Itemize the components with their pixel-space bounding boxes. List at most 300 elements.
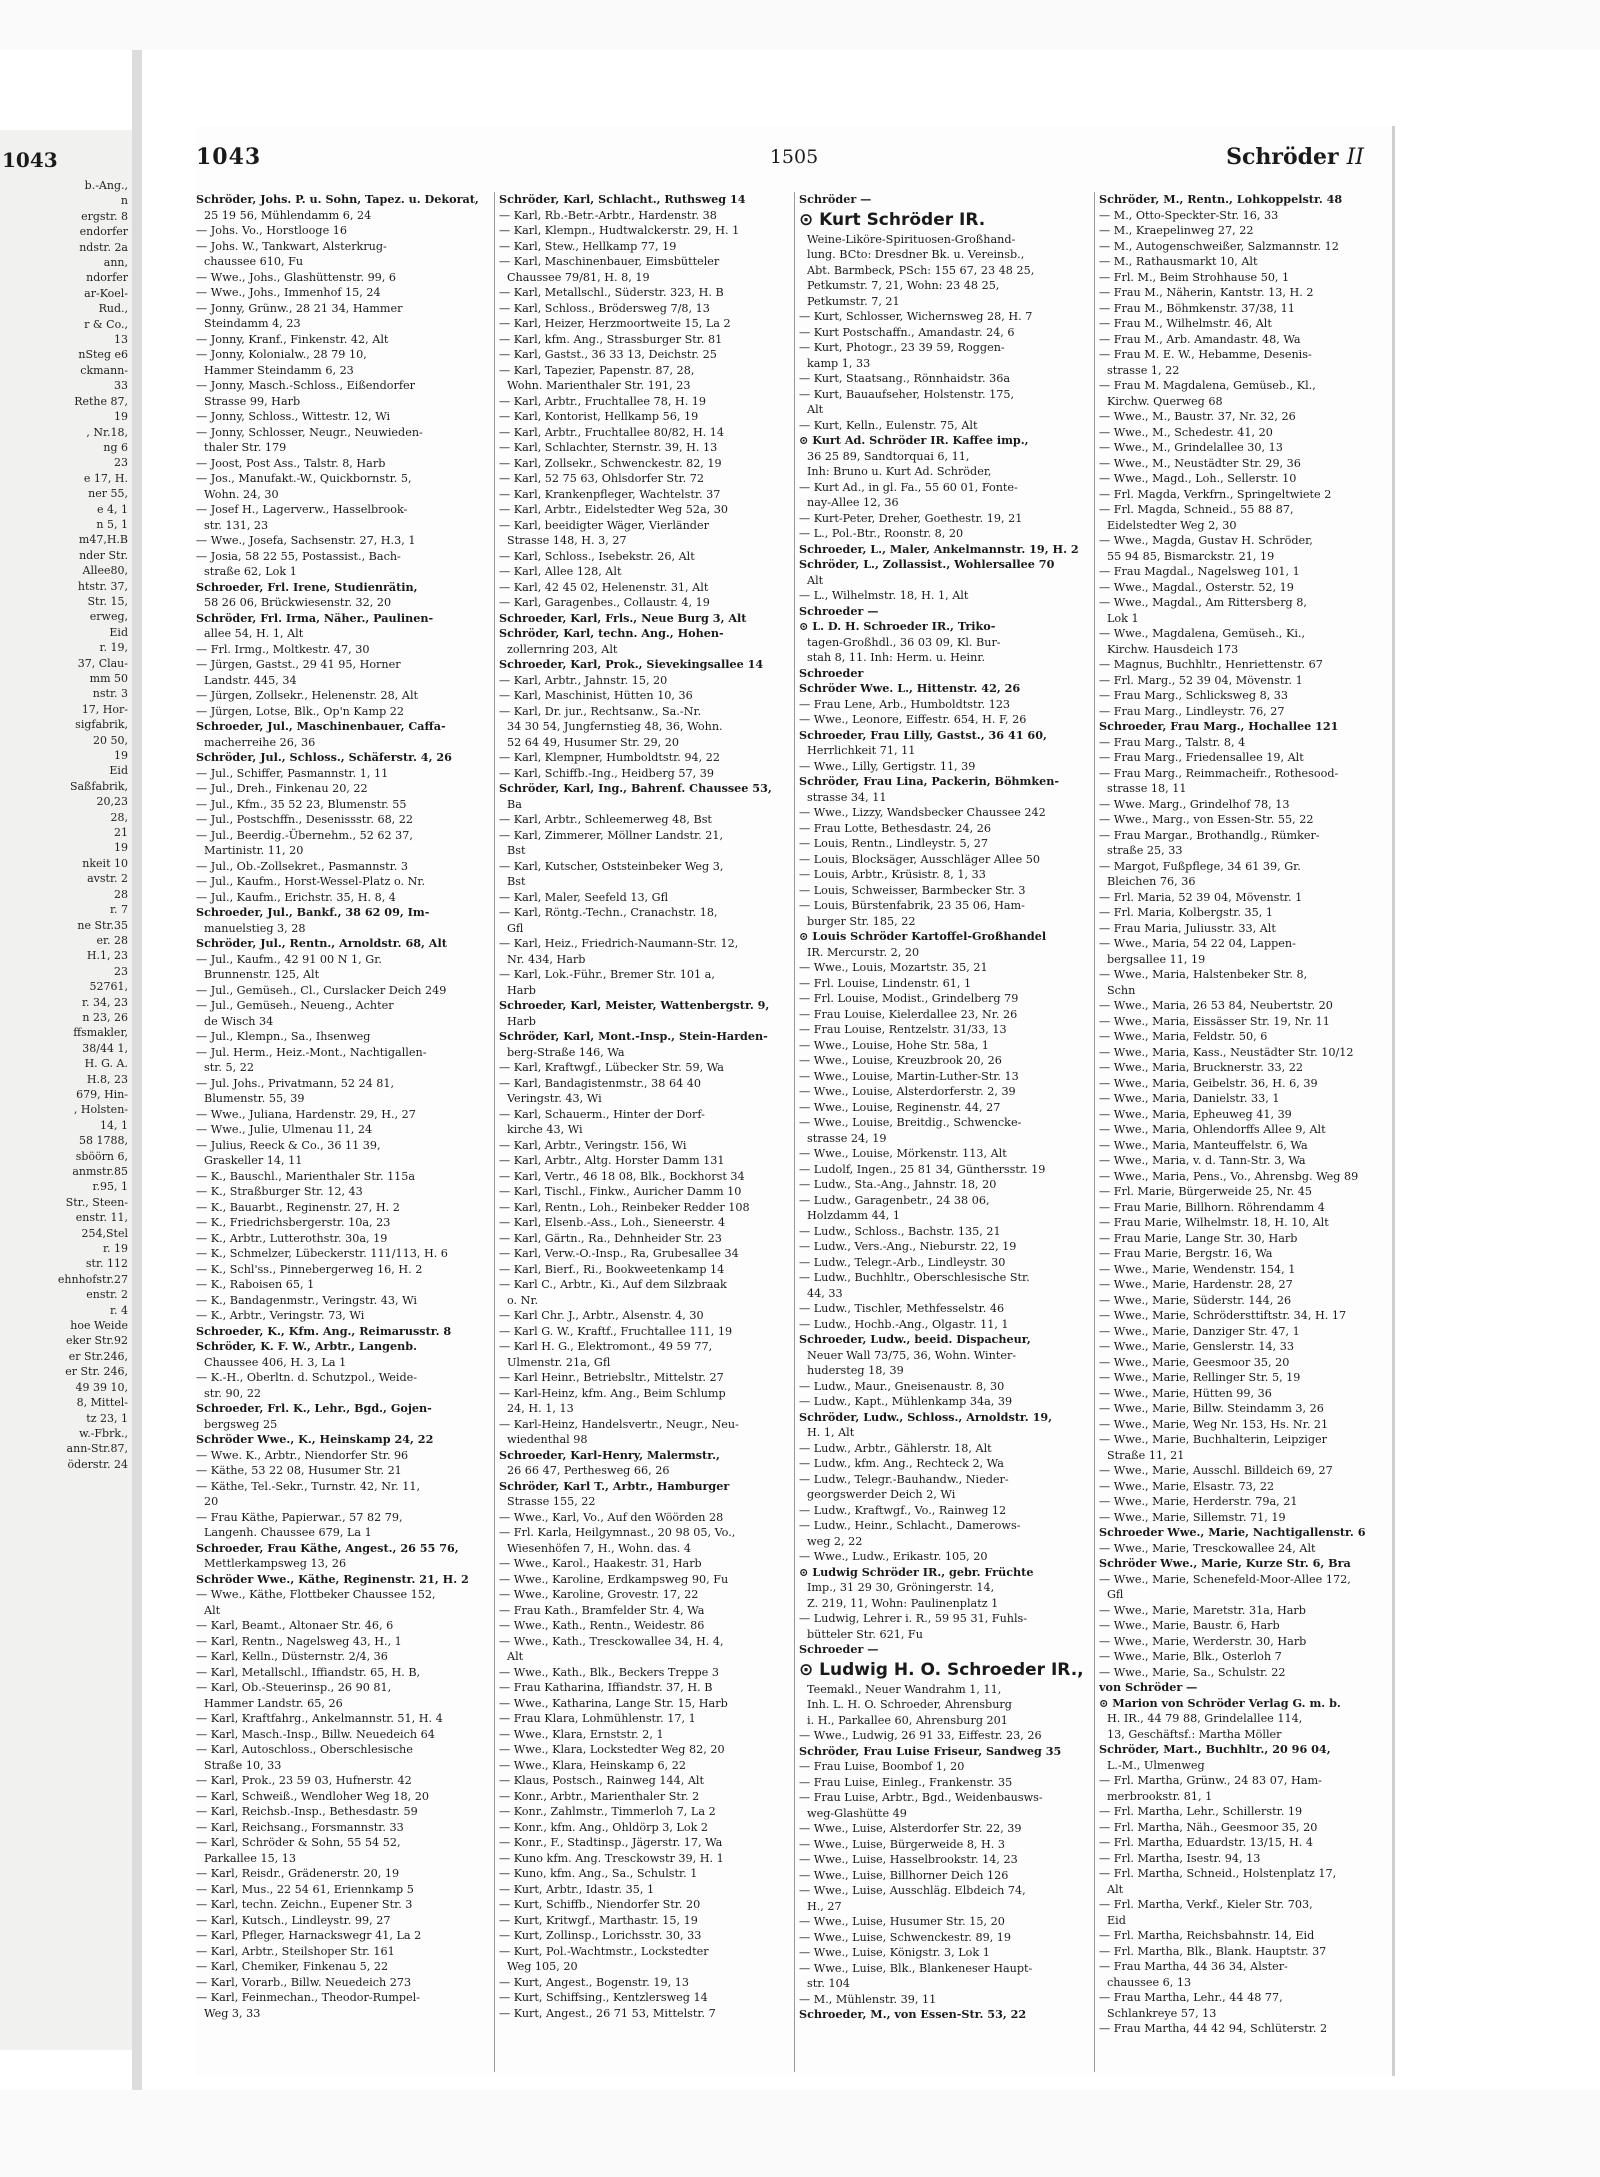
directory-entry: — Frau Martha, Lehr., 44 48 77, (1099, 1991, 1283, 2004)
directory-entry: 44, 33 (807, 1286, 843, 1300)
directory-entry: — Wwe., Marie, Schenefeld-Moor-Allee 172, (1099, 1572, 1351, 1586)
directory-columns (196, 192, 1392, 2072)
directory-entry: — Jul., Kfm., 35 52 23, Blumenstr. 55 (196, 797, 407, 811)
directory-entry: Schröder, M., Rentn., Lohkoppelstr. 48 (1099, 192, 1343, 206)
directory-entry: Schroeder, Jul., Bankf., 38 62 09, Im- (196, 905, 430, 919)
directory-entry: — Wwe., Marie, Sillemstr. 71, 19 (1099, 1510, 1286, 1524)
directory-entry: Inh: Bruno u. Kurt Ad. Schröder, (807, 465, 992, 478)
directory-entry: ⊙ Kurt Ad. Schröder IR. Kaffee imp., (799, 433, 1029, 447)
directory-entry: — Karl H. G., Elektromont., 49 59 77, (499, 1340, 713, 1353)
directory-entry: — Frl. Martha, Isestr. 94, 13 (1099, 1851, 1261, 1865)
directory-entry: ⊙ Marion von Schröder Verlag G. m. b. (1099, 1695, 1341, 1710)
directory-entry: — Karl, Klempn., Hudtwalckerstr. 29, H. 1 (499, 224, 740, 237)
previous-page-line: r. 19 (102, 1242, 128, 1256)
previous-page-line: 38/44 1, (82, 1041, 128, 1055)
directory-entry: — Frl. Martha, Grünw., 24 83 07, Ham- (1099, 1774, 1322, 1787)
previous-page-line: 21 (114, 826, 128, 840)
directory-entry: — Wwe., Marie, Elsastr. 73, 22 (1099, 1479, 1275, 1493)
directory-entry: — Karl, Schloss., Isebekstr. 26, Alt (499, 549, 695, 563)
directory-entry: — Wwe., Marie, Werderstr. 30, Harb (1099, 1634, 1307, 1648)
directory-entry: — Karl, Kraftfahrg., Ankelmannstr. 51, H. 4 (196, 1712, 443, 1725)
directory-entry: — Ludw., Tischler, Methfesselstr. 46 (799, 1302, 1005, 1315)
previous-page-line: 679, Hin- (76, 1087, 128, 1101)
directory-entry: bergsallee 11, 19 (1107, 952, 1206, 966)
directory-entry: — Wwe., Marie, Buchhalterin, Leipziger (1099, 1433, 1327, 1446)
previous-page-line: , Holsten- (73, 1103, 128, 1117)
directory-entry: Schroeder, Frau Lilly, Gastst., 36 41 60, (799, 727, 1047, 742)
directory-entry: — Wwe., Marie, Tresckowallee 24, Alt (1099, 1541, 1316, 1555)
directory-entry: Schroeder, Karl-Henry, Malermstr., (499, 1447, 720, 1462)
directory-entry: — Frau Marg., Schlicksweg 8, 33 (1099, 689, 1289, 702)
directory-entry: — Johs. Vo., Horstlooge 16 (196, 224, 347, 237)
directory-entry: — Frl. Martha, Reichsbahnstr. 14, Eid (1099, 1929, 1315, 1942)
directory-entry: Schn (1107, 983, 1136, 997)
previous-page-line: 17, Hor- (81, 702, 128, 716)
directory-entry: Schröder, K. F. W., Arbtr., Langenb. (196, 1339, 417, 1353)
directory-entry: — Kurt, Angest., Bogenstr. 19, 13 (499, 1975, 689, 1989)
directory-entry: — Kuno kfm. Ang. Tresckowstr 39, H. 1 (499, 1851, 724, 1865)
directory-entry: — Jonny, Kranf., Finkenstr. 42, Alt (196, 332, 389, 346)
directory-entry: — Frl. Maria, 52 39 04, Mövenstr. 1 (1099, 890, 1303, 904)
directory-entry: Chaussee 406, H. 3, La 1 (204, 1355, 347, 1369)
directory-entry: — Josia, 58 22 55, Postassist., Bach- (196, 549, 401, 563)
directory-entry: — Frl. Martha, Eduardstr. 13/15, H. 4 (1099, 1836, 1314, 1849)
directory-entry: str. 5, 22 (204, 1061, 254, 1074)
directory-entry: bergsweg 25 (204, 1417, 278, 1431)
directory-entry: Schlankreye 57, 13 (1107, 2006, 1217, 2020)
directory-entry: — Frl. Magda, Schneid., 55 88 87, (1099, 503, 1294, 516)
directory-entry: — Klaus, Postsch., Rainweg 144, Alt (499, 1774, 705, 1787)
directory-entry: Bst (507, 875, 526, 888)
directory-entry: — Karl, Masch.-Insp., Billw. Neuedeich 64 (196, 1727, 435, 1741)
directory-entry: — Wwe., Johs., Immenhof 15, 24 (196, 286, 381, 299)
directory-entry: ⊙ Ludwig Schröder IR., gebr. Früchte (799, 1564, 1034, 1579)
previous-page-line: str. 112 (85, 1257, 128, 1271)
directory-entry: — Wwe., Marie, Hütten 99, 36 (1099, 1386, 1272, 1400)
directory-entry: — Wwe., Marie, Genslerstr. 14, 33 (1099, 1340, 1294, 1353)
directory-entry: — Frau Käthe, Papierwar., 57 82 79, (196, 1510, 403, 1524)
directory-entry: — Karl, Feinmechan., Theodor-Rumpel- (196, 1991, 421, 2004)
section-code: 1043 (196, 144, 262, 170)
directory-entry: — Karl, Arbtr., Eidelstedter Weg 52a, 30 (499, 503, 729, 516)
directory-entry: Schröder, Frau Lina, Packerin, Böhmken- (799, 774, 1060, 788)
directory-entry: — Wwe., Magdalena, Gemüseh., Ki., (1099, 627, 1306, 640)
previous-page-line: anmstr.85 (72, 1165, 128, 1178)
directory-entry: Straße 10, 33 (204, 1758, 282, 1772)
directory-entry: Lok 1 (1107, 611, 1139, 625)
directory-entry: — Wwe., Marie, Baustr. 6, Harb (1099, 1619, 1280, 1632)
directory-entry: L.-M., Ulmenweg (1107, 1758, 1205, 1772)
directory-entry: Martinistr. 11, 20 (204, 844, 304, 857)
directory-entry: — Wwe., Maria, 26 53 84, Neubertstr. 20 (1099, 999, 1333, 1012)
directory-entry: o. Nr. (507, 1293, 539, 1307)
directory-entry: — Wwe., Maria, Kass., Neustädter Str. 10/12 (1099, 1045, 1354, 1059)
previous-page-line: 20,23 (96, 795, 128, 809)
directory-entry: — M., Mühlenstr. 39, 11 (799, 1992, 937, 2006)
directory-entry: — Karl, beeidigter Wäger, Vierländer (499, 518, 709, 532)
directory-entry: — Karl, Gärtn., Ra., Dehnheider Str. 23 (499, 1231, 722, 1245)
previous-page-line: 254,Stel (81, 1226, 128, 1240)
directory-entry: 55 94 85, Bismarckstr. 21, 19 (1107, 549, 1275, 563)
previous-page-line: H.1, 23 (86, 949, 128, 963)
directory-entry: — Wwe., Magdal., Am Rittersberg 8, (1099, 596, 1307, 609)
directory-entry: Eid (1107, 1913, 1126, 1927)
directory-entry: Inh. L. H. O. Schroeder, Ahrensburg (807, 1698, 1012, 1711)
directory-entry: — Frau Maria, Juliusstr. 33, Alt (1099, 921, 1276, 935)
directory-entry: — Karl, Schloss., Brödersweg 7/8, 13 (499, 301, 710, 315)
directory-entry: — Wwe., Louise, Alsterdorferstr. 2, 39 (799, 1085, 1016, 1098)
directory-entry: strasse 24, 19 (807, 1131, 887, 1145)
directory-entry: allee 54, H. 1, Alt (204, 627, 304, 640)
directory-entry: stah 8, 11. Inh: Herm. u. Heinr. (807, 651, 985, 664)
previous-page-line: n 23, 26 (82, 1010, 128, 1024)
directory-entry: Wohn. Marienthaler Str. 191, 23 (507, 379, 691, 392)
previous-page-line: 28 (114, 887, 128, 901)
directory-entry: ⊙ Ludwig H. O. Schroeder IR., (799, 1659, 1084, 1680)
directory-entry: — Konr., F., Stadtinsp., Jägerstr. 17, Wa (499, 1836, 723, 1849)
previous-page-line: ndstr. 2a (79, 240, 128, 254)
previous-page-line: n 5, 1 (96, 517, 128, 531)
directory-entry: — Wwe., M., Neustädter Str. 29, 36 (1099, 456, 1301, 470)
directory-entry: georgswerder Deich 2, Wi (807, 1488, 956, 1501)
directory-entry: Hammer Landstr. 65, 26 (204, 1696, 343, 1710)
directory-entry: — Kurt, Pol.-Wachtmstr., Lockstedter (499, 1944, 709, 1958)
directory-entry: str. 90, 22 (204, 1386, 262, 1400)
directory-entry: Alt (1107, 1882, 1124, 1896)
directory-entry: Wiesenhöfen 7, H., Wohn. das. 4 (507, 1541, 691, 1555)
directory-entry: — Karl, Reichsb.-Insp., Bethesdastr. 59 (196, 1805, 418, 1818)
directory-entry: 34 30 54, Jungfernstieg 48, 36, Wohn. (507, 720, 723, 733)
directory-entry: — Karl, Vertr., 46 18 08, Blk., Bockhorst 34 (499, 1169, 745, 1183)
running-head-name: Schröder (1226, 144, 1339, 170)
directory-entry: weg 2, 22 (807, 1534, 863, 1548)
directory-entry: strasse 18, 11 (1107, 782, 1187, 795)
directory-entry: — Ludwig, Lehrer i. R., 59 95 31, Fuhls- (799, 1612, 1028, 1625)
directory-entry: 13, Geschäftsf.: Martha Möller (1107, 1727, 1282, 1741)
previous-page-line: avstr. 2 (87, 872, 128, 886)
previous-page-line: sigfabrik, (75, 718, 128, 732)
directory-entry: Kirchw. Querweg 68 (1107, 394, 1223, 408)
directory-entry: — Karl, Reichsang., Forsmannstr. 33 (196, 1820, 404, 1834)
directory-entry: — Wwe., Luise, Blk., Blankeneser Haupt- (799, 1961, 1033, 1975)
directory-entry: — M., Rathausmarkt 10, Alt (1099, 255, 1258, 268)
directory-entry: Schroeder — (799, 1642, 879, 1656)
directory-entry: — Ludw., Arbtr., Gählerstr. 18, Alt (799, 1441, 992, 1455)
directory-entry: — M., Autogenschweißer, Salzmannstr. 12 (1099, 239, 1339, 253)
directory-entry: — Kurt, Schiffb., Niendorfer Str. 20 (499, 1898, 701, 1911)
directory-entry: Schroeder, M., von Essen-Str. 53, 22 (799, 2007, 1027, 2021)
directory-entry: — Ludw., Maur., Gneisenaustr. 8, 30 (799, 1379, 1005, 1393)
directory-entry: Bleichen 76, 36 (1107, 875, 1196, 888)
directory-entry: — Wwe., Marg., von Essen-Str. 55, 22 (1099, 813, 1314, 826)
directory-entry: Schröder, Karl, Mont.-Insp., Stein-Harden- (499, 1029, 768, 1043)
directory-entry: — Karl, kfm. Ang., Strassburger Str. 81 (499, 332, 723, 346)
directory-entry: — Frau M., Näherin, Kantstr. 13, H. 2 (1099, 286, 1314, 299)
previous-page-line: r. 19, (99, 641, 128, 655)
directory-entry: — Josef H., Lagerverw., Hasselbrook- (196, 503, 408, 516)
directory-entry: Schroeder, Frl. Irene, Studienrätin, (196, 579, 418, 594)
directory-entry: — Kurt Postschaffn., Amandastr. 24, 6 (799, 325, 1015, 339)
directory-entry: str. 104 (807, 1977, 850, 1990)
directory-entry: — Ludw., kfm. Ang., Rechteck 2, Wa (799, 1457, 1004, 1470)
directory-entry: — Wwe., Marie, Hardenstr. 28, 27 (1099, 1278, 1293, 1291)
directory-entry: — Frau Klara, Lohmühlenstr. 17, 1 (499, 1712, 696, 1725)
directory-entry: — Ludw., Vers.-Ang., Nieburstr. 22, 19 (799, 1240, 1017, 1253)
directory-entry: — Karl, Heizer, Herzmoortweite 15, La 2 (499, 317, 731, 330)
directory-entry: Z. 219, 11, Wohn: Paulinenplatz 1 (807, 1596, 999, 1610)
directory-entry: — Ludw., Kraftwgf., Vo., Rainweg 12 (799, 1503, 1007, 1517)
previous-page-line: ndorfer (86, 271, 128, 285)
directory-entry: — Wwe. Marg., Grindelhof 78, 13 (1099, 797, 1290, 811)
directory-entry: — Kurt, Bauaufseher, Holstenstr. 175, (799, 387, 1015, 401)
directory-entry: — Wwe., Maria, Feldstr. 50, 6 (1099, 1030, 1268, 1043)
directory-entry: — Kurt, Schiffsing., Kentzlersweg 14 (499, 1991, 708, 2004)
directory-entry: — Frau Luise, Einleg., Frankenstr. 35 (799, 1775, 1013, 1789)
directory-entry: — Wwe., Marie, Weg Nr. 153, Hs. Nr. 21 (1099, 1417, 1329, 1431)
directory-entry: — Frau Luise, Arbtr., Bgd., Weidenbausws- (799, 1791, 1043, 1804)
directory-entry: — Jul., Ob.-Zollsekret., Pasmannstr. 3 (196, 859, 408, 873)
directory-entry: — Wwe., Marie, Geesmoor 35, 20 (1099, 1355, 1290, 1369)
directory-entry: — Karl, Tischl., Finkw., Auricher Damm 10 (499, 1185, 742, 1198)
directory-entry: Schröder, Frau Luise Friseur, Sandweg 35 (799, 1743, 1062, 1758)
directory-entry: — Ludw., Schloss., Bachstr. 135, 21 (799, 1224, 1001, 1238)
previous-page-line: 14, 1 (100, 1118, 128, 1132)
directory-entry: — Wwe., Maria, Danielstr. 33, 1 (1099, 1092, 1280, 1105)
directory-entry: chaussee 6, 13 (1107, 1975, 1192, 1989)
previous-page-line: , Nr.18, (86, 425, 128, 439)
directory-entry: 58 26 06, Brückwiesenstr. 32, 20 (204, 596, 392, 609)
directory-entry: — Wwe., Lilly, Gertigstr. 11, 39 (799, 759, 976, 773)
directory-entry: — Karl, Ob.-Steuerinsp., 26 90 81, (196, 1681, 392, 1694)
directory-entry: — Frau M., Böhmkenstr. 37/38, 11 (1099, 301, 1295, 315)
directory-entry: — Magnus, Buchhltr., Henriettenstr. 67 (1099, 658, 1323, 671)
directory-entry: — Wwe., Magd., Loh., Sellerstr. 10 (1099, 472, 1297, 485)
directory-entry: — Wwe., Luise, Husumer Str. 15, 20 (799, 1915, 1005, 1928)
directory-entry: H. 1, Alt (807, 1426, 855, 1439)
previous-page-line: n (120, 194, 128, 208)
running-head (1226, 144, 1364, 170)
directory-entry: — Karl, Heiz., Friedrich-Naumann-Str. 12, (499, 937, 739, 950)
directory-entry: — Jul., Beerdig.-Übernehm., 52 62 37, (196, 828, 413, 842)
directory-entry: ⊙ Kurt Schröder IR. (799, 209, 986, 230)
directory-entry: straße 25, 33 (1107, 844, 1183, 857)
directory-entry: — Frau Lotte, Bethesdastr. 24, 26 (799, 821, 991, 835)
directory-entry: Holzdamm 44, 1 (807, 1209, 901, 1222)
directory-entry: — Frau Marg., Lindleystr. 76, 27 (1099, 704, 1285, 718)
directory-entry: — Wwe., Käthe, Flottbeker Chaussee 152, (196, 1588, 436, 1601)
directory-entry: — Wwe., Kath., Tresckowallee 34, H. 4, (499, 1634, 724, 1648)
directory-entry: Herrlichkeit 71, 11 (807, 744, 916, 757)
previous-page-line: ckmann- (80, 363, 128, 377)
directory-entry: Mettlerkampsweg 13, 26 (204, 1557, 347, 1570)
directory-entry: — Frl. Martha, Näh., Geesmoor 35, 20 (1099, 1820, 1318, 1834)
directory-entry: merbrookstr. 81, 1 (1107, 1789, 1213, 1803)
directory-entry: Schroeder, Frau Marg., Hochallee 121 (1099, 719, 1339, 733)
directory-entry: — Karl, Vorarb., Billw. Neuedeich 273 (196, 1975, 412, 1989)
directory-entry: — Karl Heinr., Betriebsltr., Mittelstr. 27 (499, 1371, 724, 1384)
directory-entry: tagen-Großhdl., 36 03 09, Kl. Bur- (807, 635, 1001, 649)
previous-page-line: r. 7 (109, 903, 128, 917)
directory-entry: — Jul., Kaufm., 42 91 00 N 1, Gr. (196, 952, 382, 966)
directory-entry: — Wwe., Maria, Brucknerstr. 33, 22 (1099, 1061, 1303, 1074)
previous-page-line: 19 (114, 749, 128, 763)
previous-page-line: r & Co., (84, 317, 128, 331)
directory-entry: — K., Friedrichsbergerstr. 10a, 23 (196, 1216, 391, 1229)
directory-entry: Imp., 31 29 30, Gröningerstr. 14, (807, 1581, 995, 1594)
directory-entry: — Kurt, Photogr., 23 39 59, Roggen- (799, 341, 1005, 354)
directory-entry: — Wwe., Maria, Geibelstr. 36, H. 6, 39 (1099, 1076, 1318, 1090)
directory-entry: Schröder Wwe. L., Hittenstr. 42, 26 (799, 681, 1021, 695)
previous-page-line: endorfer (79, 225, 128, 239)
previous-page-line: 23 (114, 456, 128, 470)
running-head-volume: II (1346, 145, 1364, 170)
directory-entry: — Karl, Elsenb.-Ass., Loh., Sieneerstr. 4 (499, 1216, 726, 1229)
directory-entry: — Konr., Zahlmstr., Timmerloh 7, La 2 (499, 1805, 716, 1818)
directory-entry: — Karl, Arbtr., Altg. Horster Damm 131 (499, 1154, 725, 1167)
previous-page-line: b.-Ang., (84, 179, 128, 192)
directory-entry: Kirchw. Hausdeich 173 (1107, 642, 1239, 656)
directory-entry: Bst (507, 844, 526, 857)
previous-page-line: htstr. 37, (77, 579, 128, 593)
previous-page-line: tz 23, 1 (86, 1411, 128, 1425)
directory-entry: — Karl, Zollsekr., Schwenckestr. 82, 19 (499, 456, 722, 470)
directory-entry: Hammer Steindamm 6, 23 (204, 363, 354, 377)
directory-entry: — Karl, Arbtr., Fruchtallee 80/82, H. 14 (499, 425, 725, 439)
directory-entry: — M., Kraepelinweg 27, 22 (1099, 224, 1254, 237)
directory-entry: Schroeder, L., Maler, Ankelmannstr. 19, H. 2 (799, 541, 1079, 556)
directory-entry: — K., Schl'ss., Pinnebergerweg 16, H. 2 (196, 1262, 423, 1276)
directory-entry: — K.-H., Oberltn. d. Schutzpol., Weide- (196, 1371, 418, 1384)
directory-entry: — Karl, Röntg.-Techn., Cranachstr. 18, (499, 906, 718, 919)
previous-page-line: mm 50 (89, 672, 128, 685)
previous-page-line: nSteg e6 (78, 348, 128, 362)
directory-entry: — Kurt, Angest., 26 71 53, Mittelstr. 7 (499, 2006, 716, 2020)
directory-entry: — Frau Marie, Bergstr. 16, Wa (1099, 1247, 1273, 1260)
directory-entry: — Wwe., Luise, Hasselbrookstr. 14, 23 (799, 1853, 1018, 1866)
directory-entry: — Karl, Rb.-Betr.-Arbtr., Hardenstr. 38 (499, 208, 717, 222)
directory-entry: — Wwe., Juliana, Hardenstr. 29, H., 27 (196, 1107, 416, 1121)
directory-column-3 (794, 192, 1086, 2072)
directory-entry: — Wwe., Marie, Billw. Steindamm 3, 26 (1099, 1402, 1324, 1415)
directory-entry: thaler Str. 179 (204, 441, 287, 454)
directory-entry: — Karl, Arbtr., Veringstr. 156, Wi (499, 1138, 687, 1152)
previous-page-line: ann, (103, 256, 128, 270)
directory-entry: Schröder, Karl, Ing., Bahrenf. Chaussee 53, (499, 781, 772, 795)
directory-entry: — Frau Katharina, Iffiandstr. 37, H. B (499, 1681, 713, 1694)
directory-entry: — K., Bauschl., Marienthaler Str. 115a (196, 1169, 416, 1183)
directory-entry: — Jürgen, Zollsekr., Helenenstr. 28, Alt (196, 689, 419, 702)
directory-entry: — Wwe., Magda, Gustav H. Schröder, (1099, 534, 1313, 547)
directory-entry: — Karl, Arbtr., Steilshoper Str. 161 (196, 1944, 395, 1958)
directory-entry: — Frau Marie, Lange Str. 30, Harb (1099, 1231, 1298, 1245)
directory-entry: — Karl, Rentn., Loh., Reinbeker Redder 108 (499, 1200, 750, 1214)
directory-entry: — Wwe., Marie, Süderstr. 144, 26 (1099, 1293, 1292, 1307)
directory-entry: Strasse 148, H. 3, 27 (507, 534, 627, 547)
directory-entry: Schroeder, Ludw., beeid. Dispacheur, (799, 1332, 1031, 1346)
directory-entry: — Kurt, Kritwgf., Marthastr. 15, 19 (499, 1913, 698, 1927)
directory-entry: — Frau Marg., Reimmacheifr., Rothesood- (1099, 766, 1339, 780)
directory-entry: — Wwe., Ludwig, 26 91 33, Eiffestr. 23, 26 (799, 1729, 1042, 1742)
directory-entry: — Wwe., Katharina, Lange Str. 15, Harb (499, 1696, 728, 1710)
previous-page-line: e 4, 1 (97, 502, 128, 516)
directory-entry: — Jul. Johs., Privatmann, 52 24 81, (196, 1076, 395, 1090)
directory-entry: — Jos., Manufakt.-W., Quickbornstr. 5, (196, 472, 412, 485)
directory-entry: — Ludw., Heinr., Schlacht., Damerows- (799, 1519, 1021, 1532)
previous-page-line: er. 28 (96, 933, 128, 947)
directory-entry: — Karl, Schweiß., Wendloher Weg 18, 20 (196, 1789, 429, 1803)
directory-entry: — Wwe., Karol., Haakestr. 31, Harb (499, 1557, 702, 1570)
previous-page-line: Str. 15, (87, 594, 128, 608)
directory-entry: — Karl, Kutscher, Oststeinbeker Weg 3, (499, 859, 724, 873)
directory-entry: macherreihe 26, 36 (204, 735, 316, 749)
directory-entry: Nr. 434, Harb (507, 952, 586, 966)
directory-entry: Schroeder, Frl. K., Lehr., Bgd., Gojen- (196, 1401, 432, 1415)
directory-entry: — Wwe., Louise, Hohe Str. 58a, 1 (799, 1038, 989, 1052)
directory-entry: — Ludw., Sta.-Ang., Jahnstr. 18, 20 (799, 1178, 997, 1191)
directory-entry: Harb (507, 983, 536, 997)
directory-entry: — Wwe., Klara, Lockstedter Weg 82, 20 (499, 1743, 725, 1756)
directory-entry: Weine-Liköre-Spirituosen-Großhand- (807, 232, 1016, 246)
directory-entry: — Kurt-Peter, Dreher, Goethestr. 19, 21 (799, 511, 1023, 525)
previous-page-line: e 17, H. (83, 471, 128, 485)
directory-entry: manuelstieg 3, 28 (204, 921, 306, 935)
directory-entry: — Karl, Bierf., Ri., Bookweetenkamp 14 (499, 1262, 725, 1276)
previous-page-line: 23 (114, 964, 128, 978)
directory-entry: Gfl (507, 921, 524, 935)
directory-entry: Alt (807, 403, 824, 416)
directory-entry: straße 62, Lok 1 (204, 565, 297, 578)
previous-page-line: nstr. 3 (92, 687, 128, 701)
directory-entry: — Frl. Marie, Bürgerweide 25, Nr. 45 (1099, 1185, 1312, 1198)
directory-entry: — Wwe., Maria, Manteuffelstr. 6, Wa (1099, 1138, 1308, 1152)
directory-entry: — Karl, Arbtr., Jahnstr. 15, 20 (499, 673, 668, 687)
directory-entry: — Frau Kath., Bramfelder Str. 4, Wa (499, 1603, 705, 1617)
previous-page-line: eker Str.92 (66, 1334, 128, 1348)
directory-entry: strasse 34, 11 (807, 790, 887, 804)
directory-entry: — Wwe., Maria, Epheuweg 41, 39 (1099, 1107, 1292, 1121)
directory-entry: Ba (507, 797, 522, 811)
directory-entry: — Konr., Arbtr., Marienthaler Str. 2 (499, 1789, 700, 1803)
directory-entry: Schröder, Johs. P. u. Sohn, Tapez. u. Dekorat, (196, 192, 479, 206)
directory-entry: nay-Allee 12, 36 (807, 496, 899, 509)
directory-entry: — Karl-Heinz, kfm. Ang., Beim Schlump (499, 1386, 726, 1400)
directory-entry: Weg 105, 20 (507, 1960, 578, 1973)
directory-entry: — Wwe., Maria, v. d. Tann-Str. 3, Wa (1099, 1154, 1306, 1167)
directory-entry: Schröder — (799, 192, 872, 206)
previous-page-line: m47,H.B (78, 533, 128, 547)
directory-entry: Schröder, Jul., Rentn., Arnoldstr. 68, Alt (196, 936, 447, 950)
previous-page-text (0, 178, 132, 1472)
directory-entry: — Karl, Rentn., Nagelsweg 43, H., 1 (196, 1634, 402, 1648)
previous-page-line: Eid (109, 625, 128, 639)
directory-entry: Harb (507, 1014, 536, 1028)
directory-entry: Alt (807, 573, 824, 587)
directory-entry: Schröder, Karl T., Arbtr., Hamburger (499, 1478, 730, 1493)
directory-entry: — Wwe., Marie, Rellinger Str. 5, 19 (1099, 1371, 1301, 1384)
directory-entry: — Wwe., Karoline, Grovestr. 17, 22 (499, 1588, 699, 1601)
directory-entry: — Louis, Arbtr., Krüsistr. 8, 1, 33 (799, 868, 986, 881)
directory-entry: — Karl, Maler, Seefeld 13, Gfl (499, 890, 669, 904)
directory-entry: — Frau Marie, Wilhelmstr. 18, H. 10, Alt (1099, 1216, 1329, 1229)
directory-entry: von Schröder — (1099, 1680, 1198, 1694)
directory-entry: — Louis, Blocksäger, Ausschläger Allee 50 (799, 852, 1040, 866)
directory-entry: Landstr. 445, 34 (204, 673, 297, 687)
directory-entry: — Käthe, 53 22 08, Husumer Str. 21 (196, 1464, 402, 1477)
directory-entry: — Karl, Beamt., Altonaer Str. 46, 6 (196, 1619, 394, 1632)
directory-entry: Schroeder, Karl, Frls., Neue Burg 3, Alt (499, 610, 747, 625)
directory-entry: — Jul., Kaufm., Erichstr. 35, H. 8, 4 (196, 890, 396, 904)
directory-entry: — Kurt, Arbtr., Idastr. 35, 1 (499, 1882, 655, 1896)
